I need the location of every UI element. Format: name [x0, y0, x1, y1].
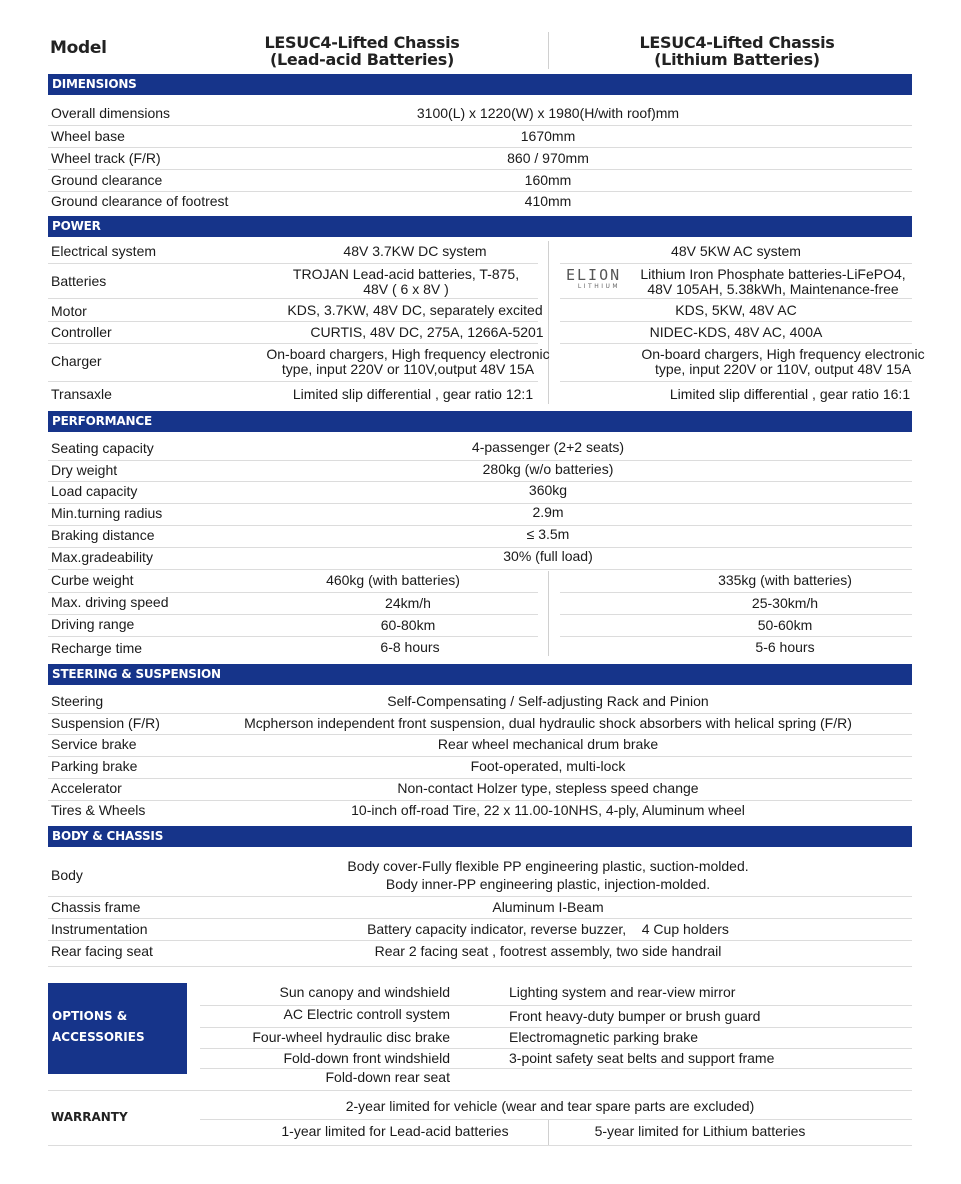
charger-lead-line2: type, input 220V or 110V,output 48V 15A — [281, 361, 535, 377]
spec-row — [48, 690, 912, 714]
battery-lithium-line1: Lithium Iron Phosphate batteries-LiFePO4, — [640, 266, 906, 282]
spec-label: Charger — [51, 353, 102, 369]
spec-value-lithium — [638, 267, 908, 297]
row-line — [200, 1048, 912, 1049]
spec-value: 30% (full load) — [503, 548, 593, 564]
spec-label: Parking brake — [51, 758, 138, 774]
spec-row — [48, 148, 912, 170]
option-item: Fold-down front windshield — [283, 1050, 450, 1066]
spec-value: ≤ 3.5m — [526, 526, 570, 542]
spec-label: Body — [51, 867, 83, 883]
spec-label: Instrumentation — [51, 921, 148, 937]
spec-row-curb-weight — [48, 571, 912, 593]
option-item: Fold-down rear seat — [325, 1069, 450, 1085]
row-line — [200, 1027, 912, 1028]
spec-row-charger — [48, 344, 925, 380]
spec-value-lithium: 48V 5KW AC system — [671, 243, 801, 259]
spec-value-lithium: 335kg (with batteries) — [718, 572, 852, 588]
spec-label: Ground clearance of footrest — [51, 193, 229, 209]
spec-value: 1670mm — [520, 128, 576, 144]
spec-label: Recharge time — [51, 640, 143, 656]
charger-lead-line1: On-board chargers, High frequency electronic — [266, 346, 550, 362]
spec-label: Transaxle — [51, 386, 112, 402]
option-item: AC Electric controll system — [283, 1006, 450, 1022]
spec-value-lithium — [633, 347, 933, 377]
spec-row — [48, 526, 912, 548]
battery-lead-line1: TROJAN Lead-acid batteries, T-875, — [292, 266, 520, 282]
warranty-lead-acid: 1-year limited for Lead-acid batteries — [281, 1123, 509, 1139]
spec-value-lead — [256, 267, 556, 297]
spec-row — [48, 897, 912, 919]
spec-row-body — [48, 852, 912, 897]
spec-label: Curbe weight — [51, 572, 134, 588]
spec-value: 10-inch off-road Tire, 22 x 11.00-10NHS, 4-ply, Aluminum wheel — [351, 802, 745, 818]
spec-value-lead — [258, 347, 558, 377]
option-item: 3-point safety seat belts and support frame — [509, 1050, 775, 1066]
spec-value: 360kg — [528, 482, 568, 498]
spec-label: Min.turning radius — [51, 505, 163, 521]
spec-label: Accelerator — [51, 780, 122, 796]
spec-row — [48, 126, 912, 148]
spec-label: Electrical system — [51, 243, 157, 259]
model-lead-acid-line1: LESUC4-Lifted Chassis — [264, 33, 460, 52]
section-performance: PERFORMANCE — [48, 411, 912, 432]
spec-label: Controller — [51, 324, 112, 340]
spec-row — [48, 801, 912, 823]
spec-row — [48, 757, 912, 779]
spec-value: Mcpherson independent front suspension, dual hydraulic shock absorbers with helical spring (F/R) — [244, 715, 852, 731]
spec-row — [48, 919, 912, 941]
model-lead-acid-header — [212, 34, 512, 68]
spec-row-transaxle — [48, 384, 912, 406]
spec-row — [48, 102, 912, 126]
spec-row-electrical — [48, 242, 912, 264]
spec-row-recharge-time — [48, 638, 912, 660]
spec-value: 4-passenger (2+2 seats) — [471, 439, 625, 455]
row-line — [560, 636, 912, 637]
section-body-chassis: BODY & CHASSIS — [48, 826, 912, 847]
spec-row — [48, 504, 912, 526]
warranty-lithium: 5-year limited for Lithium batteries — [594, 1123, 806, 1139]
row-line — [560, 298, 912, 299]
spec-value-lead: CURTIS, 48V DC, 275A, 1266A-5201 — [310, 324, 544, 340]
warranty-vehicle: 2-year limited for vehicle (wear and tear spare parts are excluded) — [345, 1098, 755, 1114]
spec-value: Non-contact Holzer type, stepless speed change — [397, 780, 699, 796]
spec-label: Overall dimensions — [51, 105, 171, 121]
spec-row — [48, 548, 912, 570]
spec-label: Motor — [51, 303, 87, 319]
section-dimensions: DIMENSIONS — [48, 74, 912, 95]
spec-row-motor — [48, 300, 912, 322]
spec-label: Dry weight — [51, 462, 118, 478]
spec-row — [48, 714, 912, 735]
options-title-line1: OPTIONS & — [52, 1009, 128, 1023]
spec-label: Suspension (F/R) — [51, 715, 160, 731]
spec-value-lithium: NIDEC-KDS, 48V AC, 400A — [649, 324, 823, 340]
header-divider — [548, 32, 549, 69]
spec-value-lead: 6-8 hours — [380, 639, 440, 655]
spec-value: Battery capacity indicator, reverse buzzer, 4 Cup holders — [367, 921, 729, 937]
option-item: Front heavy-duty bumper or brush guard — [509, 1008, 761, 1024]
spec-value — [198, 857, 898, 893]
charger-lithium-line1: On-board chargers, High frequency electronic — [641, 346, 925, 362]
spec-row — [48, 461, 912, 482]
row-line — [48, 381, 538, 382]
spec-row-driving-speed — [48, 593, 912, 615]
spec-value: 280kg (w/o batteries) — [482, 461, 614, 477]
spec-row-batteries — [48, 264, 912, 298]
elion-lithium-logo — [566, 267, 632, 295]
model-lithium-line2: (Lithium Batteries) — [654, 50, 820, 69]
spec-value: Rear wheel mechanical drum brake — [437, 736, 659, 752]
charger-lithium-line2: type, input 220V or 110V, output 48V 15A — [654, 361, 912, 377]
option-item: Lighting system and rear-view mirror — [509, 984, 736, 1000]
spec-label: Max. driving speed — [51, 594, 169, 610]
option-item: Sun canopy and windshield — [279, 984, 450, 1000]
spec-value-lithium: 50-60km — [757, 617, 813, 633]
row-line — [48, 298, 538, 299]
row-line — [560, 381, 912, 382]
elion-logo-text: ELION — [566, 266, 622, 284]
options-title-line2: ACCESSORIES — [52, 1030, 145, 1044]
spec-value: 410mm — [524, 193, 572, 209]
spec-label: Steering — [51, 693, 104, 709]
spec-value-lithium: 5-6 hours — [755, 639, 815, 655]
row-line — [200, 1068, 912, 1069]
spec-label: Ground clearance — [51, 172, 163, 188]
model-header: Model — [50, 38, 107, 58]
battery-lithium-line2: 48V 105AH, 5.38kWh, Maintenance-free — [647, 281, 899, 297]
spec-row — [48, 192, 912, 214]
spec-value: Rear 2 facing seat , footrest assembly, two side handrail — [374, 943, 722, 959]
spec-label: Service brake — [51, 736, 137, 752]
model-lithium-header — [587, 34, 887, 68]
spec-value: Self-Compensating / Self-adjusting Rack and Pinion — [387, 693, 709, 709]
spec-value-lithium: 25-30km/h — [751, 595, 819, 611]
spec-row — [48, 941, 912, 967]
body-cover-line: Body cover-Fully flexible PP engineering plastic, suction-molded. — [347, 858, 749, 874]
spec-value: Foot-operated, multi-lock — [470, 758, 626, 774]
spec-label: Driving range — [51, 616, 135, 632]
spec-label: Seating capacity — [51, 440, 154, 456]
spec-value: 3100(L) x 1220(W) x 1980(H/with roof)mm — [416, 105, 680, 121]
spec-value: 160mm — [524, 172, 572, 188]
spec-row — [48, 779, 912, 801]
spec-value: Aluminum I-Beam — [492, 899, 604, 915]
elion-logo-subtext: LITHIUM — [577, 283, 621, 290]
body-inner-line: Body inner-PP engineering plastic, injection-molded. — [385, 876, 711, 892]
warranty-divider — [548, 1120, 549, 1145]
spec-label: Wheel track (F/R) — [51, 150, 161, 166]
spec-label: Chassis frame — [51, 899, 141, 915]
spec-row — [48, 437, 912, 461]
row-line — [48, 1090, 912, 1091]
option-item: Electromagnetic parking brake — [509, 1029, 699, 1045]
spec-value-lead: 60-80km — [380, 617, 436, 633]
option-item: Four-wheel hydraulic disc brake — [252, 1029, 450, 1045]
spec-value-lead: 48V 3.7KW DC system — [343, 243, 487, 259]
row-line — [48, 1145, 912, 1146]
spec-value-lithium: KDS, 5KW, 48V AC — [675, 302, 797, 318]
spec-value: 2.9m — [532, 504, 564, 520]
spec-row — [48, 735, 912, 757]
spec-label: Rear facing seat — [51, 943, 153, 959]
spec-value-lithium: Limited slip differential , gear ratio 16:1 — [669, 386, 911, 402]
spec-label: Tires & Wheels — [51, 802, 146, 818]
spec-value-lead: 460kg (with batteries) — [326, 572, 460, 588]
spec-value: 860 / 970mm — [507, 150, 589, 166]
section-power: POWER — [48, 216, 912, 237]
battery-lead-line2: 48V ( 6 x 8V ) — [363, 281, 449, 297]
spec-row — [48, 170, 912, 192]
row-line — [200, 1005, 912, 1006]
spec-label: Braking distance — [51, 527, 155, 543]
section-steering-suspension: STEERING & SUSPENSION — [48, 664, 912, 685]
spec-row-driving-range — [48, 615, 912, 637]
model-lead-acid-line2: (Lead-acid Batteries) — [270, 50, 454, 69]
spec-label: Batteries — [51, 273, 107, 289]
spec-value-lead: 24km/h — [385, 595, 431, 611]
section-warranty: WARRANTY — [51, 1110, 128, 1124]
spec-row — [48, 482, 912, 504]
spec-value-lead: KDS, 3.7KW, 48V DC, separately excited — [287, 302, 543, 318]
row-line — [200, 1119, 912, 1120]
spec-label: Wheel base — [51, 128, 125, 144]
model-lithium-line1: LESUC4-Lifted Chassis — [639, 33, 835, 52]
spec-value-lead: Limited slip differential , gear ratio 12:1 — [292, 386, 534, 402]
spec-row-controller — [48, 322, 912, 344]
spec-label: Max.gradeability — [51, 549, 153, 565]
row-line — [48, 636, 538, 637]
spec-label: Load capacity — [51, 483, 138, 499]
